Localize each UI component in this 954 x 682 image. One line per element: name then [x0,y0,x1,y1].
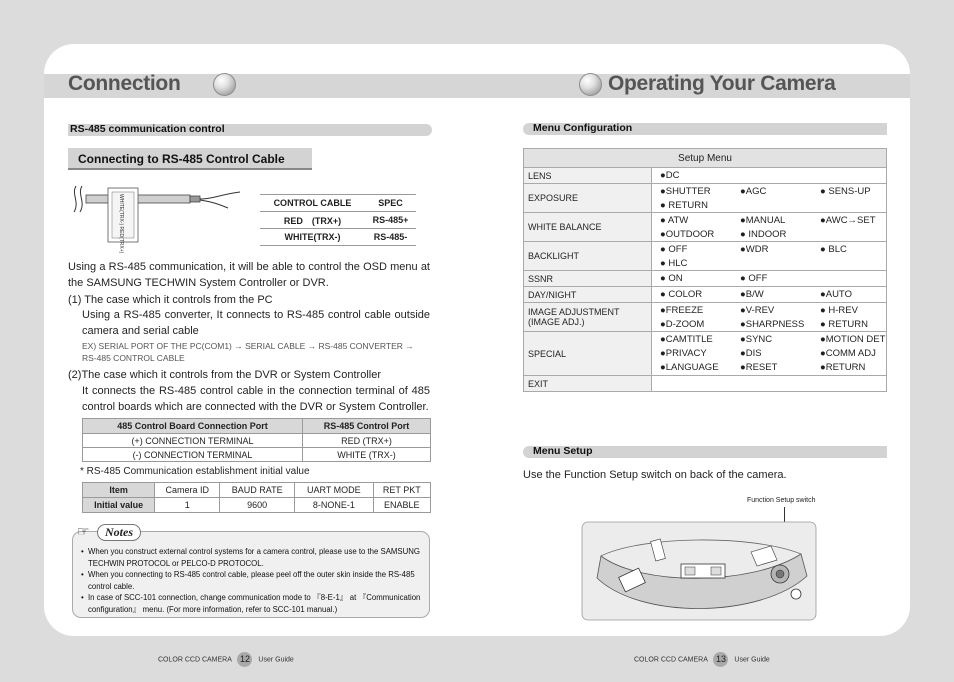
menu-option: ●LANGUAGE [660,362,719,373]
notes-list [81,546,421,615]
menu-row-options [652,332,887,376]
page-number: 12 [237,652,252,667]
port-cell: RED (TRX+) [302,434,430,448]
right-page [477,44,910,664]
menu-option: ● COLOR [660,289,703,300]
case2-title: (2)The case which it controls from the DVR or System Controller [68,369,381,381]
menu-option: ● OFF [740,273,768,284]
callout-label: Function Setup switch [747,497,816,504]
section-title: Menu Configuration [533,122,633,134]
footer-right: User Guide [734,656,770,664]
case1-example: EX) SERIAL PORT OF THE PC(COM1) → SERIAL CABLE → RS-485 CONVERTER → RS-485 CONTROL CABLE [82,341,414,363]
camera-back-illustration [581,516,817,622]
section-bar [68,124,432,136]
notes-item: • When you connecting to RS-485 control cable, please peel off the outer skin inside the RS-485 control cable. [81,569,421,592]
notes-title: Notes [97,524,141,541]
spec-cell: RED (TRX+) [260,212,365,229]
case1-body: Using a RS-485 converter, It connects to RS-485 control cable outside camera and serial cable [82,309,430,337]
spec-cell: RS-485- [365,229,416,246]
menu-option: ●B/W [740,289,764,300]
init-header: UART MODE [295,483,374,498]
title-ball-icon [213,73,236,96]
subsection-header [68,148,312,170]
case1-title: (1) The case which it controls from the PC [68,294,273,306]
init-value: 9600 [220,498,295,513]
menu-option: ● INDOOR [740,228,787,240]
section-title: Menu Setup [533,445,593,457]
menu-row-options [652,184,887,213]
menu-row-label: WHITE BALANCE [524,213,652,242]
menu-row [524,303,887,332]
menu-option: ●OUTDOOR [660,228,715,240]
init-header: Camera ID [155,483,220,498]
menu-row [524,271,887,287]
menu-setup-text: Use the Function Setup switch on back of the camera. [523,469,787,481]
footer [158,652,294,667]
port-cell: WHITE (TRX-) [302,448,430,462]
menu-option: ●COMM ADJ [820,348,876,359]
init-header: Item [83,483,155,498]
menu-row-label: EXPOSURE [524,184,652,213]
spec-header: SPEC [365,195,416,212]
menu-option: ●RETURN [820,362,866,373]
case2-body: It connects the RS-485 control cable in the connection terminal of 485 control boards which are connected with the DVR or System Controller. [82,385,430,413]
menu-option: ●SYNC [740,334,773,345]
port-header: RS-485 Control Port [302,419,430,434]
init-caption: * RS-485 Communication establishment initial value [80,466,310,477]
port-cell: (+) CONNECTION TERMINAL [83,434,303,448]
menu-row-options [652,303,887,332]
menu-row-label: SSNR [524,271,652,287]
menu-option: ● HLC [660,257,688,269]
notes-box [72,523,430,618]
menu-row-options [652,271,887,287]
menu-row [524,184,887,213]
menu-row-label: DAY/NIGHT [524,287,652,303]
spec-cell: WHITE(TRX-) [260,229,365,246]
section-bar [523,123,887,135]
menu-row [524,213,887,242]
page-title: Connection [68,72,181,95]
title-ball-icon [579,73,602,96]
menu-option: ● H-REV [820,304,858,316]
spec-cell: RS-485+ [365,212,416,229]
port-table [82,418,431,462]
notes-item: • In case of SCC-101 connection, change communication mode to 『8-E-1』 at 『Communication configuration』 menu. (For more information, refer to SCC-101 manual.) [81,592,421,615]
menu-option: ●MANUAL [740,214,786,226]
menu-option: ●PRIVACY [660,348,707,359]
menu-option: ●SHARPNESS [740,318,805,330]
init-value: 8-NONE-1 [295,498,374,513]
init-row-label: Initial value [83,498,155,513]
menu-option: ● OFF [660,243,688,255]
menu-option: ●DIS [740,348,762,359]
menu-option: ●D-ZOOM [660,318,705,330]
footer [634,652,770,667]
spec-header: CONTROL CABLE [260,195,365,212]
menu-option: ●RESET [740,362,778,373]
menu-row-options [652,376,887,392]
page-number: 13 [713,652,728,667]
footer-left: COLOR CCD CAMERA [158,656,232,664]
menu-row-label: IMAGE ADJUSTMENT (IMAGE ADJ.) [524,303,652,332]
menu-option: ●V-REV [740,304,775,316]
menu-option: ● RETURN [820,318,868,330]
init-header: BAUD RATE [220,483,295,498]
menu-option: ●AWC→SET [820,214,876,226]
footer-left: COLOR CCD CAMERA [634,656,708,664]
notes-pointer-icon: ☞ [77,523,90,539]
port-cell: (-) CONNECTION TERMINAL [83,448,303,462]
menu-row-label: EXIT [524,376,652,392]
init-value: ENABLE [373,498,430,513]
port-header: 485 Control Board Connection Port [83,419,303,434]
menu-option: ● BLC [820,243,847,255]
menu-row-label: SPECIAL [524,332,652,376]
menu-row-options [652,168,887,184]
menu-option: ● ATW [660,214,689,226]
menu-row-options [652,242,887,271]
connector-label: WHITE(TRX-) RED(TRX+) [118,194,124,254]
menu-option: ●CAMTITLE [660,334,713,345]
menu-row [524,287,887,303]
menu-option: ● ON [660,273,683,284]
menu-row-label: LENS [524,168,652,184]
menu-option: ●FREEZE [660,304,704,316]
menu-option: ● SENS-UP [820,185,871,197]
intro-text: Using a RS-485 communication, it will be able to control the OSD menu at the SAMSUNG TECHWIN System Controller or DVR. [68,261,430,289]
menu-row [524,376,887,392]
menu-option: ●WDR [740,243,769,255]
menu-table-header: Setup Menu [524,149,887,168]
menu-option: ●MOTION DET [820,334,886,345]
menu-option: ●AGC [740,185,767,197]
menu-row [524,242,887,271]
footer-right: User Guide [258,656,294,664]
init-table [82,482,431,513]
menu-row-options [652,287,887,303]
menu-option: ●SHUTTER [660,185,711,197]
menu-row [524,332,887,376]
section-bar [523,446,887,458]
spec-table [260,194,416,246]
menu-option: ●DC [660,170,680,181]
left-page [44,44,477,664]
page-title: Operating Your Camera [608,72,836,95]
menu-option: ●AUTO [820,289,852,300]
menu-option: ● RETURN [660,199,708,211]
init-header: RET PKT [373,483,430,498]
menu-row [524,168,887,184]
cable-connector-illustration [68,180,248,254]
init-value: 1 [155,498,220,513]
menu-row-label: BACKLIGHT [524,242,652,271]
notes-item: • When you construct external control systems for a camera control, please use to the SAMSUNG TECHWIN PROTOCOL or PELCO-D PROTOCOL. [81,546,421,569]
menu-row-options [652,213,887,242]
subsection-title: Connecting to RS-485 Control Cable [78,152,285,166]
menu-table [523,148,887,392]
section-title: RS-485 communication control [70,123,225,135]
